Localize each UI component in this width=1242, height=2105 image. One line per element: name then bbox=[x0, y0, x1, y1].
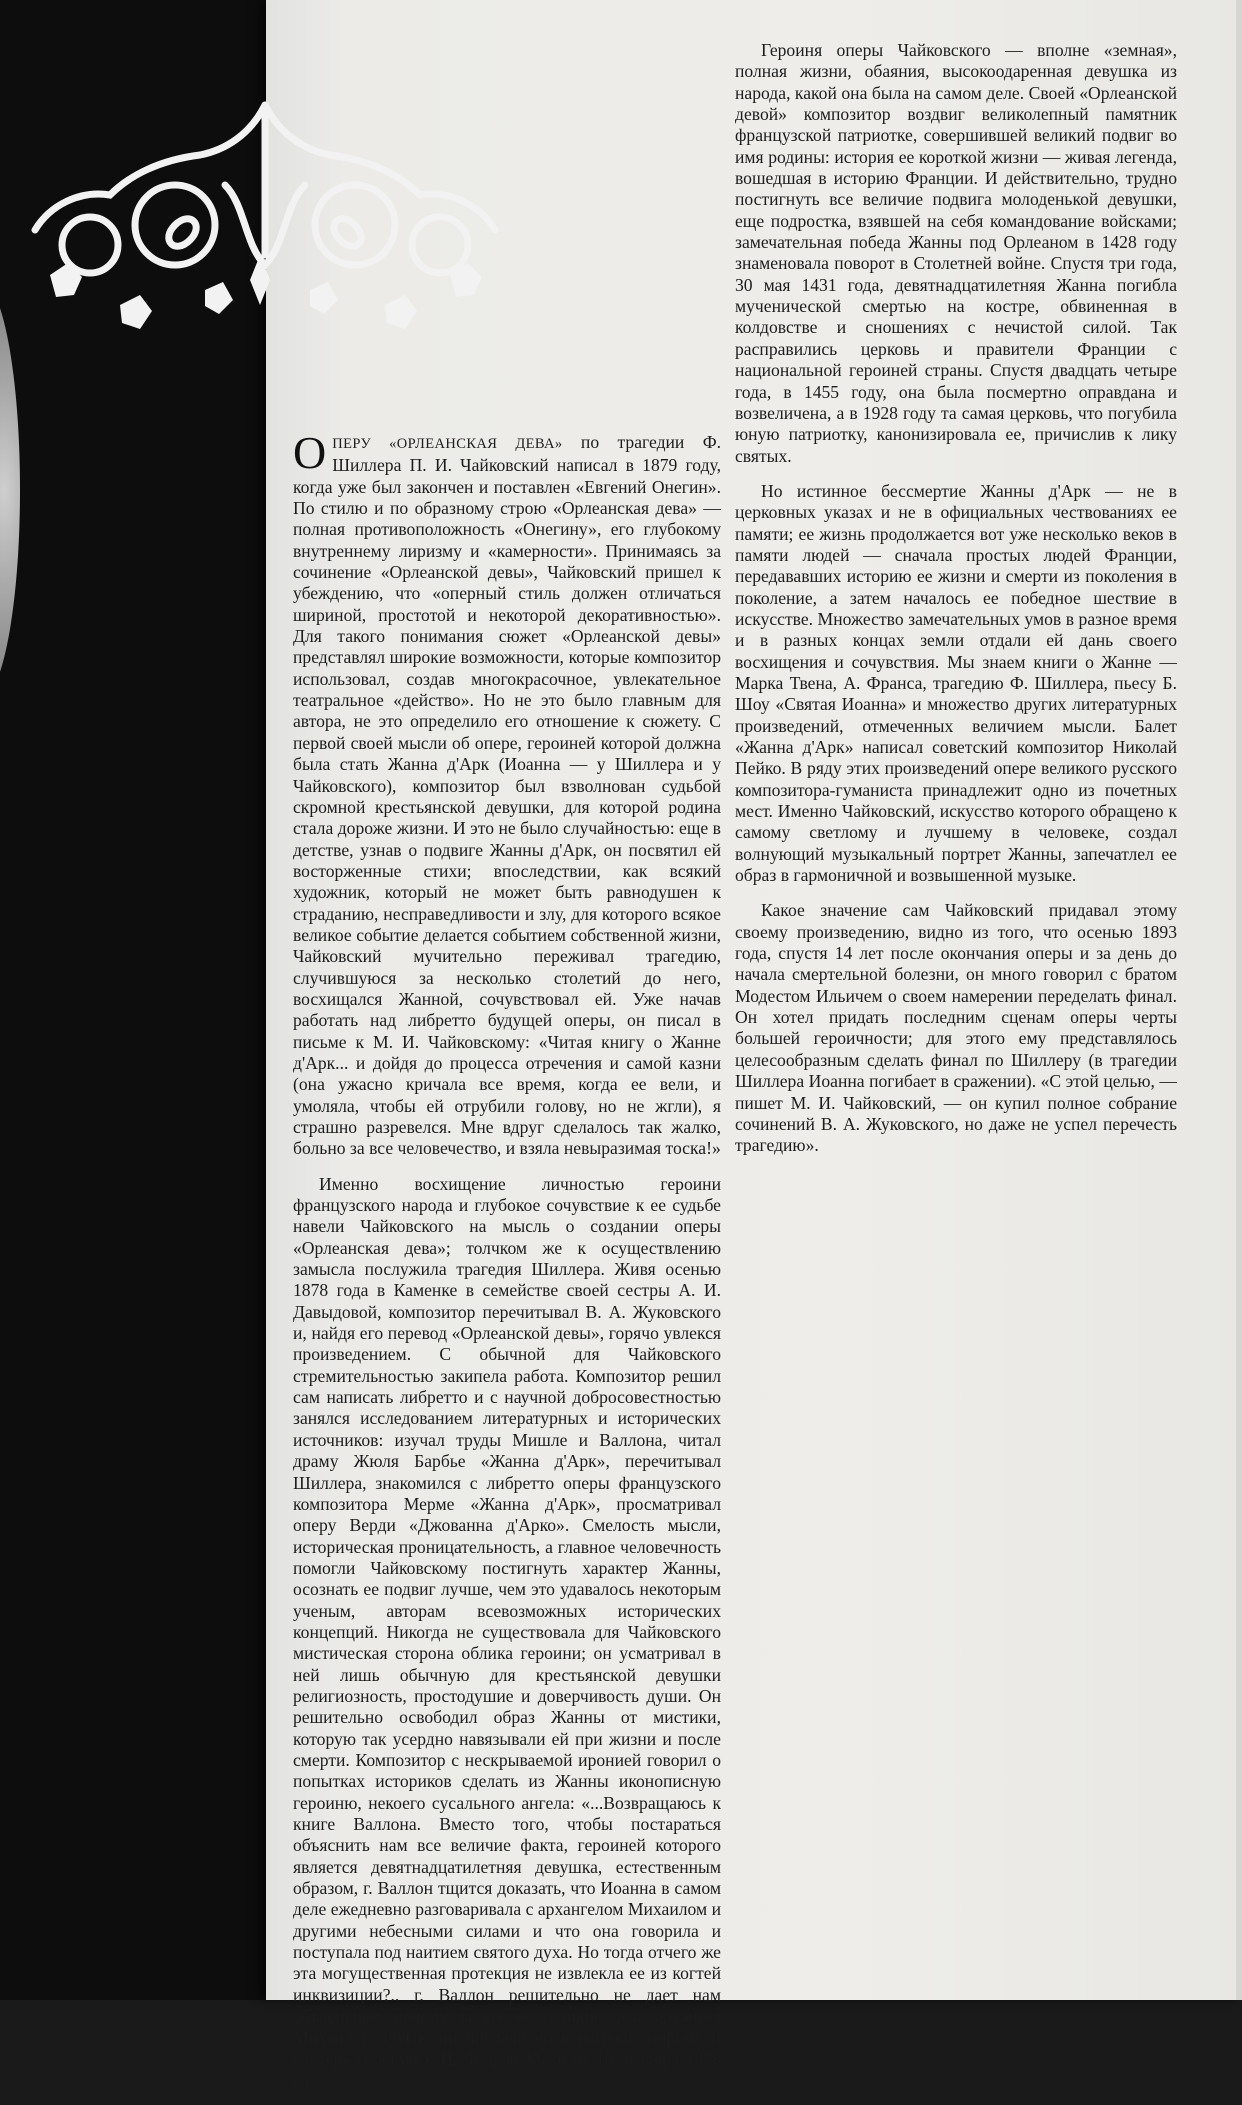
opening-caps: ПЕРУ «ОРЛЕАНСКАЯ ДЕВА» bbox=[332, 436, 563, 452]
drop-cap: О bbox=[293, 427, 327, 478]
arabesque-ornament-icon bbox=[10, 95, 510, 345]
intro-text: по трагедии Ф. Шиллера П. И. Чайковский написал в 1879 году, когда уже был закончен и поставлен «Евгений Онегин». По стилю и по образному строю «Орлеанская дева» — полная противоположность «Онегину», его глубокому внутреннему лиризму и «камерности». Принимаясь за сочинение «Орлеанской девы», Чайковский пришел к убеждению, что «оперный стиль должен отличаться шириной, простотой и некоторой декоративностью». Для такого понимания сюжет «Орлеанской девы» представлял широкие возможности, которые композитор использовал, создав многокрасочное, увлекательное театральное «действо». Но не это было главным для автора, не это определило его отношение к сюжету. С первой своей мысли об опере, героиней которой должна была стать Жанна д'Арк (Иоанна — у Шиллера и у Чайковского), композитор был взволнован судьбой скромной крестьянской девушки, для которой родина стала дороже жизни. И это не было случайностью: еще в детстве, узнав о подвиге Жанны д'Арк, он посвятил ей восторженные стихи; впоследствии, как всякий художник, который не может быть равнодушен к страданию, несправедливости и злу, для которого всякое великое событие делается событием собственной жизни, Чайковский мучительно переживал трагедию, случившуюся за несколько столетий до него, восхищался Жанной, сочувствовал ей. Уже начав работать над либретто будущей оперы, он писал в письме к М. И. Чайковскому: «Читая книгу о Жанне д'Арк... и дойдя до процесса отречения и самой казни (она ужасно кричала все время, когда ее вели, и умоляла, чтобы ей отрубили голову, но не жгли), я страшно разревелся. Мне вдруг сделалось так жалко, больно за все человечество, и взяла невыразимая тоска!» bbox=[293, 432, 722, 1159]
paragraph-2: Именно восхищение личностью героини французского народа и глубокое сочувствие к ее судьбе навели Чайковского на мысль о создании оперы «Орлеанская дева»; толчком же к осуществлению замысла послужила трагедия Шиллера. Живя осенью 1878 года в Каменке в семействе своей сестры А. И. Давыдовой, композитор перечитывал В. А. Жуковского и, найдя его перевод «Орлеанской девы», горячо увлекся произведением. С обычной для Чайковского стремительностью закипела работа. Композитор решил сам написать либретто и с научной добросовестностью занялся исследованием литературных и исторических источников: изучал труды Мишле и Валлона, читал драму Жюля Барбье «Жанна д'Арк», перечитывал Шиллера, знакомился с либретто оперы французского композитора Мерме «Жанна д'Арк», просматривал оперу Верди «Джованна д'Арко». Смелость мысли, историческая проницательность, а главное человечность помогли Чайковскому постигнуть характер Жанны, осознать ее подвиг лучше, чем это удавалось некоторым ученым, авторам всевозможных исторических концепций. Никогда не существовала для Чайковского мистическая сторона облика героини; он усматривал в ней лишь обычную для крестьянской девушки религиозность, простодушие и доверчивость души. Он решительно освободил образ Жанны от мистики, которую так усердно навязывали ей при жизни и после смерти. Композитор с нескрываемой иронией говорил о попытках историков сделать из Жанны иконописную героиню, некоего сусального ангела: «...Возвращаюсь к книге Валлона. Вместо того, чтобы постараться объяснить нам все величие факта, героиней которого является девятнадцатилетняя девушка, естественным образом, г. Валлон тщится доказать, что Иоанна в самом деле ежедневно разговаривала с архангелом Михаилом и другими небесными силами и что она говорила и поступала под наитием святого духа. Но тогда отчего же эта могущественная протекция не извлекла ее из когтей инквизиции?.. г. Валлон решительно не дает нам объяснения, почему за все ее великие дела архангел Михаил и другие ниспослали ей в награду тюрьму и костер» (письмо к Н. Ф. фон Мекк от 10 декабря 1878 г.). bbox=[293, 1173, 721, 2091]
intro-paragraph bbox=[293, 427, 722, 1160]
article-column-left bbox=[293, 427, 722, 2105]
paragraph-3: Героиня оперы Чайковского — вполне «земная», полная жизни, обаяния, высокоодаренная девушка из народа, какой она была на самом деле. Своей «Орлеанской девой» композитор воздвиг великолепный памятник французской патриотке, совершившей великий подвиг во имя родины: история ее короткой жизни — живая легенда, вошедшая в историю Франции. И действительно, трудно постигнуть все величие подвига молоденькой девушки, еще подростка, взявшей на себя командование войсками; замечательная победа Жанны под Орлеаном в 1428 году знаменовала поворот в Столетней войне. Спустя три года, 30 мая 1431 года, девятнадцатилетняя Жанна погибла мученической смертью на костре, обвиненная в колдовстве и сношениях с нечистой силой. Так расправились церковь и правители Франции с национальной героиней страны. Спустя двадцать четыре года, в 1455 году, она была посмертно оправдана и возвеличена, а в 1928 году та самая церковь, что погубила юную патриотку, канонизировала ее, причислив к лику святых. bbox=[735, 40, 1177, 466]
article-column-right bbox=[735, 40, 1177, 1171]
paragraph-5: Какое значение сам Чайковский придавал этому своему произведению, видно из того, что осенью 1893 года, спустя 14 лет после окончания оперы и за день до начала смертельной болезни, он много говорил с братом Модестом Ильичем о своем намерении переделать финал. Он хотел придать последним сценам оперы черты большей героичности; для этого ему представлялось целесообразным сделать финал по Шиллеру (в трагедии Шиллера Иоанна погибает в сражении). «С этой целью, — пишет М. И. Чайковский, — он купил полное собрание сочинений В. А. Жуковского, но даже не успел перечесть трагедию». bbox=[735, 900, 1177, 1156]
paragraph-4: Но истинное бессмертие Жанны д'Арк — не в церковных указах и не в официальных чествованиях ее памяти; ее жизнь продолжается вот уже несколько веков в памяти людей — сначала простых людей Франции, передававших историю ее жизни и смерти из поколения в поколение, а затем началось ее победное шествие в искусстве. Множество замечательных умов в разное время и в разных концах земли отдали ей дань своего восхищения и сочувствия. Мы знаем книги о Жанне — Марка Твена, А. Франса, трагедию Ф. Шиллера, пьесу Б. Шоу «Святая Иоанна» и множество других литературных произведений, отмеченных величием мысли. Балет «Жанна д'Арк» написал советский композитор Николай Пейко. В ряду этих произведений опере великого русского композитора-гуманиста принадлежит одно из почетных мест. Именно Чайковский, искусство которого обращено к самому светлому и лучшему в человеке, создал волнующий музыкальный портрет Жанны, запечатлел ее образ в гармоничной и возвышенной музыке. bbox=[735, 480, 1177, 886]
page-edge bbox=[1236, 0, 1242, 2000]
